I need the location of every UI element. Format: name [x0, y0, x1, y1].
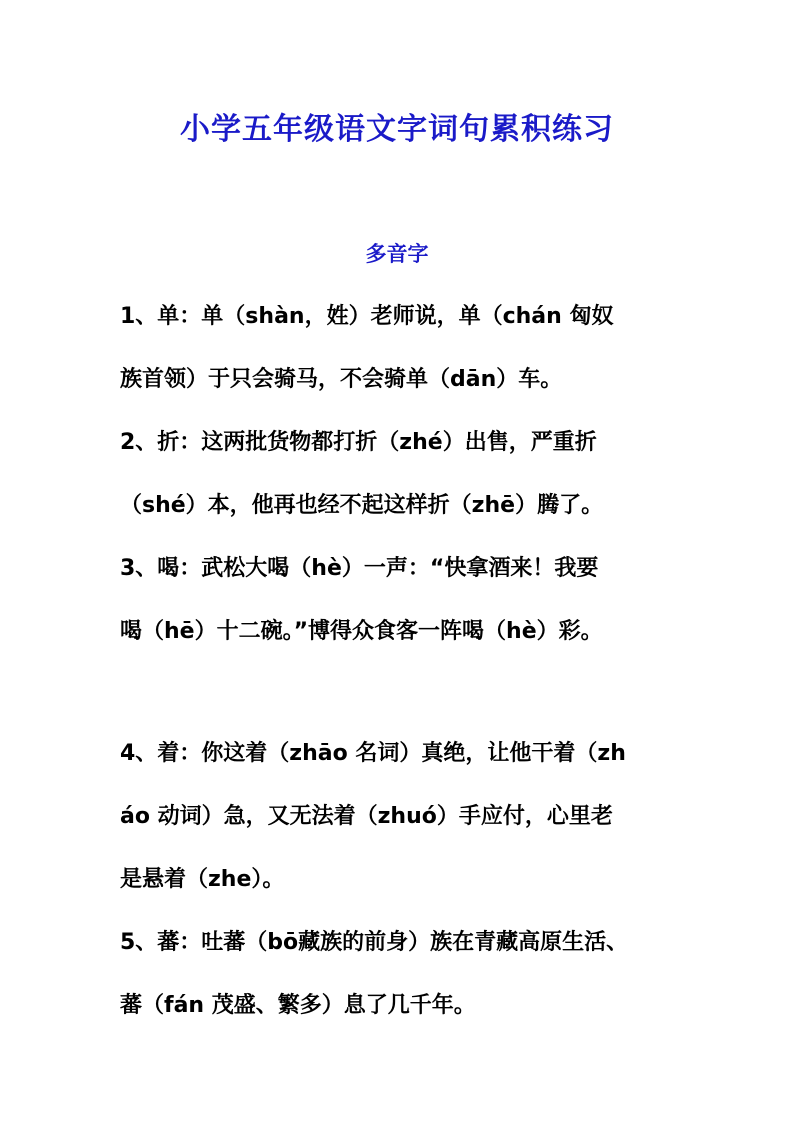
text-line: 2、折：这两批货物都打折（zhé）出售，严重折 — [120, 430, 597, 455]
text-line: 族首领）于只会骑马，不会骑单（dān）车。 — [120, 367, 563, 392]
text-line: 4、着：你这着（zhāo 名词）真绝，让他干着（zh — [120, 741, 626, 766]
section-heading: 多音字 — [365, 242, 429, 266]
text-line: （shé）本，他再也经不起这样折（zhē）腾了。 — [120, 493, 604, 518]
text-line: áo 动词）急，又无法着（zhuó）手应付，心里老 — [120, 804, 613, 829]
text-line: 5、蕃：吐蕃（bō藏族的前身）族在青藏高原生活、 — [120, 930, 629, 955]
text-line: 喝（hē）十二碗。”博得众食客一阵喝（hè）彩。 — [120, 619, 603, 644]
text-line: 1、单：单（shàn，姓）老师说，单（chán 匈奴 — [120, 304, 614, 329]
text-line: 蕃（fán 茂盛、繁多）息了几千年。 — [120, 993, 476, 1018]
page-title: 小学五年级语文字词句累积练习 — [180, 112, 614, 147]
text-line: 是悬着（zhe）。 — [120, 867, 285, 892]
text-line: 3、喝：武松大喝（hè）一声：“快拿酒来！我要 — [120, 556, 599, 581]
